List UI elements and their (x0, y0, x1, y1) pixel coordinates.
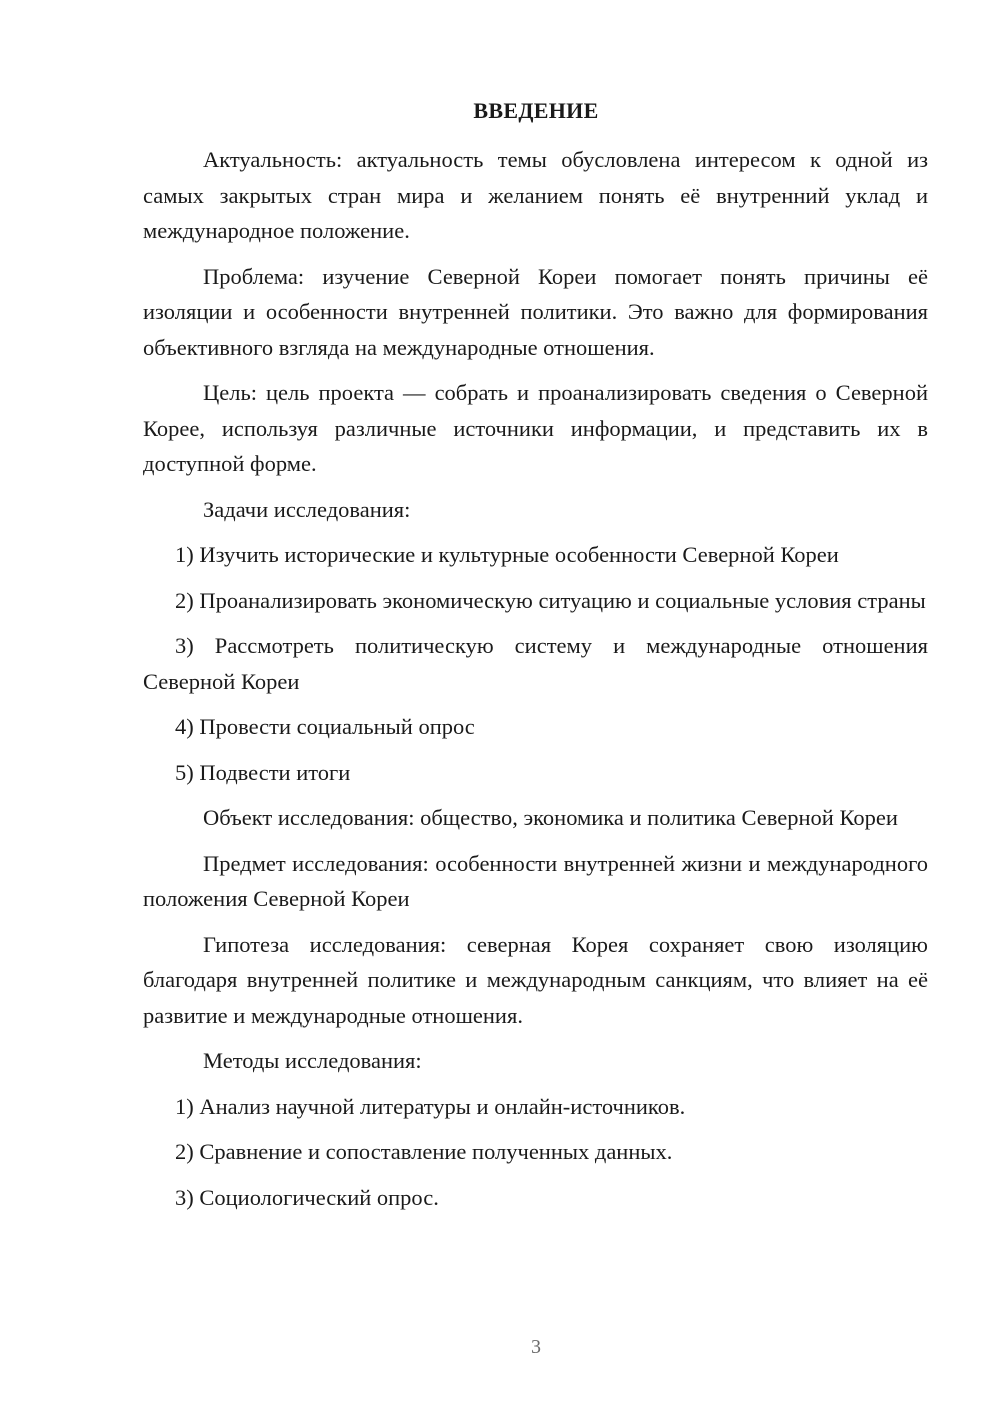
page-number: 3 (531, 1336, 541, 1358)
task-item: 1) Изучить исторические и культурные особенности Северной Кореи (175, 542, 839, 567)
hypothesis-paragraph: Гипотеза исследования: северная Корея сохраняет свою изоляцию благодаря внутренней политике и международным санкциям, что влияет на её развитие и международные отношения. (143, 931, 928, 1028)
task-item: 5) Подвести итоги (175, 759, 351, 785)
task-item: 2) Проанализировать экономическую ситуацию и социальные условия страны (175, 587, 926, 613)
problem-paragraph: Проблема: изучение Северной Кореи помогает понять причины её изоляции и особенности внутренней политики. Это важно для формирования объективного взгляда на международные отношения. (143, 263, 928, 360)
method-item: 1) Анализ научной литературы и онлайн-источников. (175, 1093, 686, 1119)
section-title: ВВЕДЕНИЕ (473, 98, 599, 123)
relevance-paragraph: Актуальность: актуальность темы обусловлена интересом к одной из самых закрытых стран мира и желанием понять её внутренний уклад и международное положение. (143, 147, 928, 243)
tasks-heading: Задачи исследования: (203, 496, 411, 522)
goal-paragraph: Цель: цель проекта — собрать и проанализировать сведения о Северной Корее, используя различные источники информации, и представить их в доступной форме. (143, 380, 928, 476)
object-paragraph: Объект исследования: общество, экономика и политика Северной Кореи (203, 805, 898, 830)
task-item: 4) Провести социальный опрос (175, 714, 475, 739)
method-item: 2) Сравнение и сопоставление полученных данных. (175, 1139, 673, 1164)
document-body (143, 142, 928, 1225)
method-item: 3) Социологический опрос. (175, 1184, 439, 1210)
methods-heading: Методы исследования: (203, 1048, 422, 1073)
subject-paragraph: Предмет исследования: особенности внутренней жизни и международного положения Северной Кореи (143, 850, 928, 911)
task-item: 3) Рассмотреть политическую систему и международные отношения Северной Кореи (143, 633, 928, 694)
